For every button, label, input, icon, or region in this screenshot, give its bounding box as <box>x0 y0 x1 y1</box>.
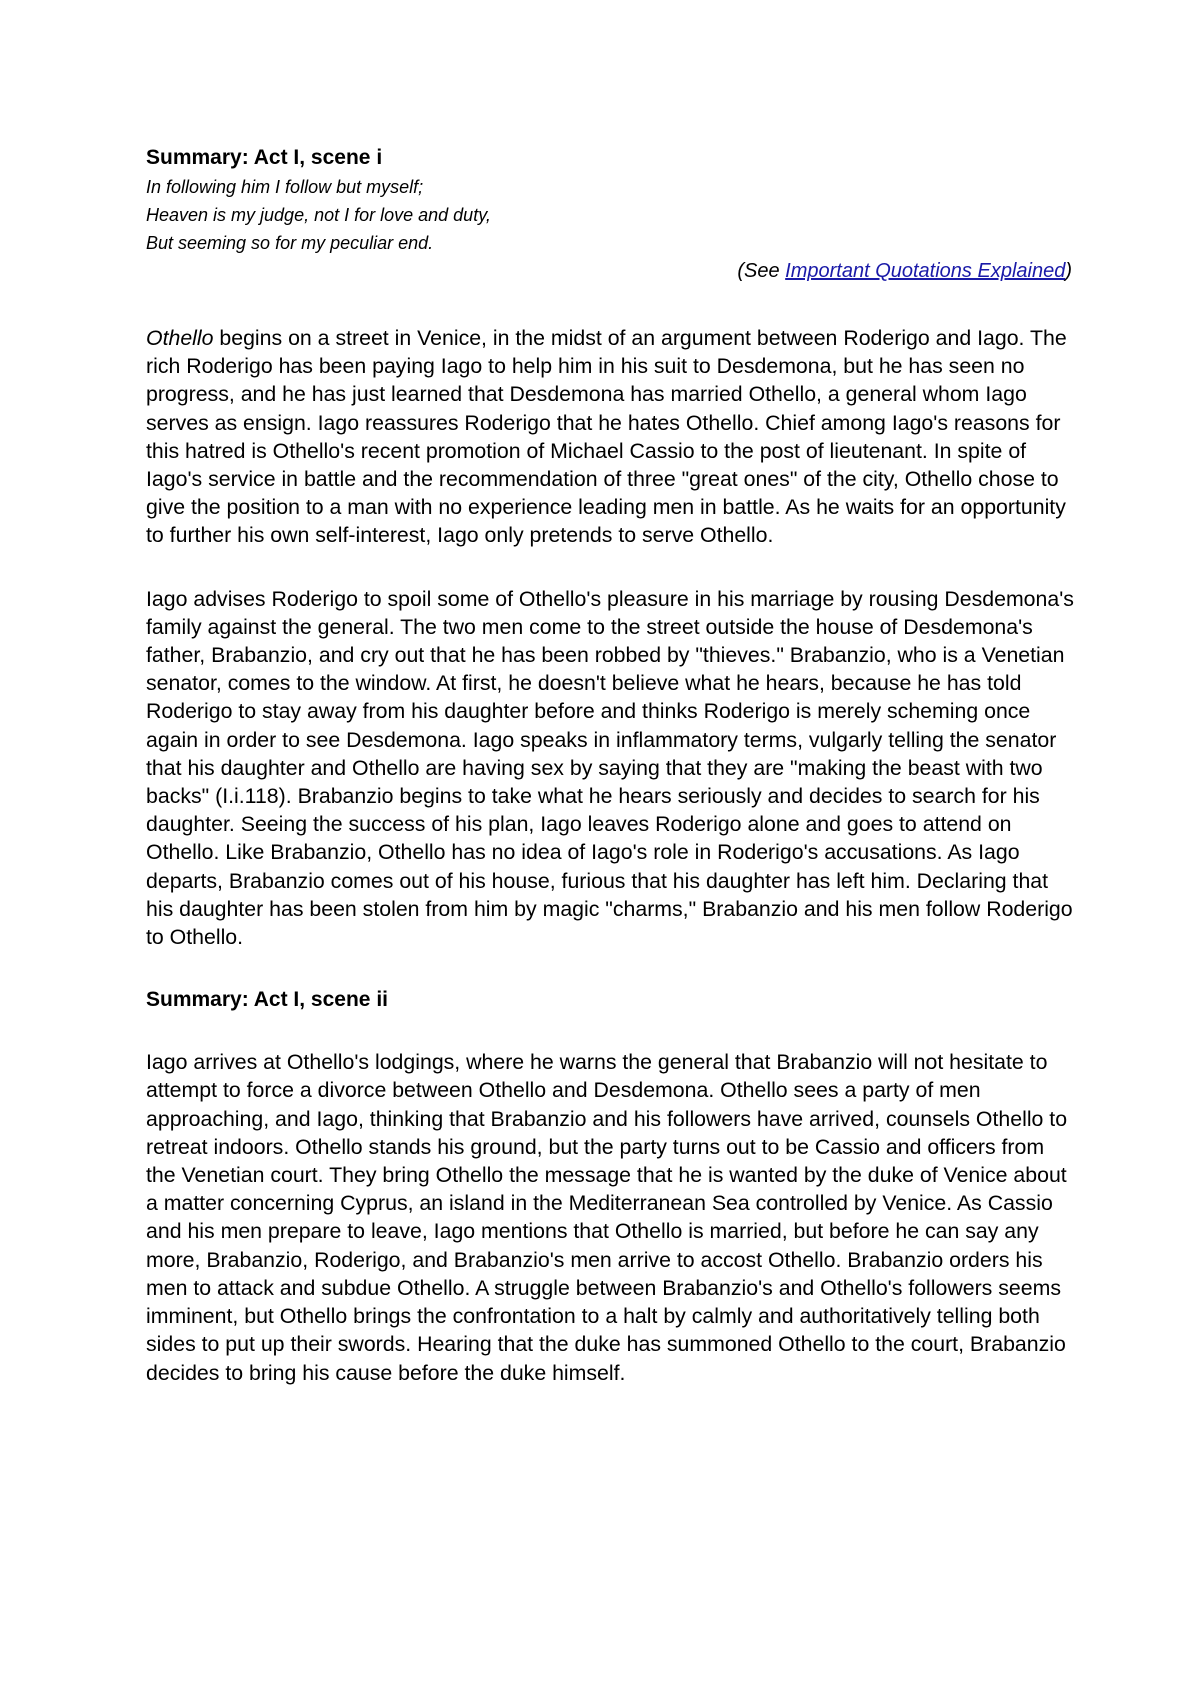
see-reference <box>146 257 1076 285</box>
scene2-paragraph-1: Iago arrives at Othello's lodgings, where he warns the general that Brabanzio will not hesitate to attempt to force a divorce between Othello and Desdemona. Othello sees a party of men approaching, and Iago, thinking that Brabanzio and his followers have arrived, counsels Othello to retreat indoors. Othello stands his ground, but the party turns out to be Cassio and officers from the Venetian court. They bring Othello the message that he is wanted by the duke of Venice about a matter concerning Cyprus, an island in the Mediterranean Sea controlled by Venice. As Cassio and his men prepare to leave, Iago mentions that Othello is married, but before he can say any more, Brabanzio, Roderigo, and Brabanzio's men arrive to accost Othello. Brabanzio orders his men to attack and subdue Othello. A struggle between Brabanzio's and Othello's followers seems imminent, but Othello brings the confrontation to a halt by calmly and authoritatively telling both sides to put up their swords. Hearing that the duke has summoned Othello to the court, Brabanzio decides to bring his cause before the duke himself. <box>146 1050 1068 1385</box>
play-title: Othello <box>146 326 214 350</box>
epigraph-line: In following him I follow but myself; <box>146 177 424 197</box>
important-quotations-link[interactable]: Important Quotations Explained <box>785 260 1066 282</box>
scene1-paragraph-2: Iago advises Roderigo to spoil some of Othello's pleasure in his marriage by rousing Desdemona's family against the general. The two men come to the street outside the house of Desdemona's father, Brabanzio, and cry out that he has been robbed by "thieves." Brabanzio, who is a Venetian senator, comes to the window. At first, he doesn't believe what he hears, because he has told Roderigo to stay away from his daughter before and thinks Roderigo is merely scheming once again in order to see Desdemona. Iago speaks in inflammatory terms, vulgarly telling the senator that his daughter and Othello are having sex by saying that they are "making the beast with two backs" (I.i.118). Brabanzio begins to take what he hears seriously and decides to search for his daughter. Seeing the success of his plan, Iago leaves Roderigo alone and goes to attend on Othello. Like Brabanzio, Othello has no idea of Iago's role in Roderigo's accusations. As Iago departs, Brabanzio comes out of his house, furious that his daughter has left him. Declaring that his daughter has been stolen from him by magic "charms," Brabanzio and his men follow Roderigo to Othello. <box>146 586 1074 950</box>
epigraph-line: Heaven is my judge, not I for love and duty, <box>146 205 491 225</box>
scene1-heading: Summary: Act I, scene i <box>146 146 383 169</box>
see-suffix: ) <box>1065 260 1072 282</box>
paragraph-text: begins on a street in Venice, in the midst of an argument between Roderigo and Iago. The rich Roderigo has been paying Iago to help him in his suit to Desdemona, but he has seen no progress, and he has just learned that Desdemona has married Othello, a general whom Iago serves as ensign. Iago reassures Roderigo that he hates Othello. Chief among Iago's reasons for this hatred is Othello's recent promotion of Michael Cassio to the post of lieutenant. In spite of Iago's service in battle and the recommendation of three "great ones" of the city, Othello chose to give the position to a man with no experience leading men in battle. As he waits for an opportunity to further his own self-interest, Iago only pretends to serve Othello. <box>146 326 1067 548</box>
see-prefix: (See <box>737 260 786 282</box>
document-page <box>146 143 1076 1387</box>
scene2-heading: Summary: Act I, scene ii <box>146 988 388 1012</box>
scene1-paragraph-1 <box>146 324 1076 550</box>
epigraph-quote <box>146 173 1076 257</box>
epigraph-line: But seeming so for my peculiar end. <box>146 233 434 253</box>
